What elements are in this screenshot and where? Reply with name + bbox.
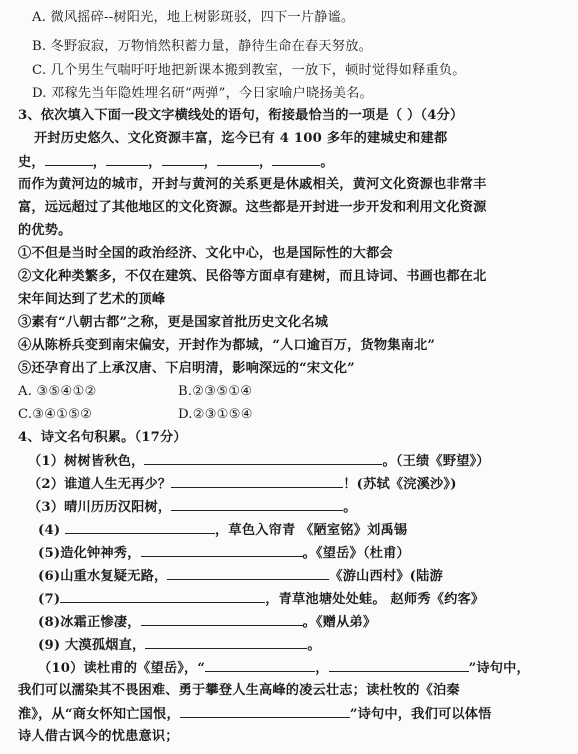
line-text: ！(苏轼《浣溪沙》) bbox=[343, 477, 457, 492]
q4-item-6 bbox=[38, 567, 443, 586]
q4-item-4 bbox=[38, 521, 407, 540]
q3-choice-a bbox=[18, 383, 97, 401]
line-text: 。 bbox=[343, 500, 357, 515]
line-text: （3）晴川历历汉阳树， bbox=[28, 500, 172, 515]
q2-option-b bbox=[32, 38, 372, 56]
q3-passage-4 bbox=[18, 199, 487, 217]
answer-blank[interactable] bbox=[65, 521, 215, 534]
line-text: B.②③⑤①④ bbox=[178, 384, 253, 399]
line-text: (8)冰霜正惨凄， bbox=[38, 615, 141, 630]
line-text: 。 bbox=[320, 155, 334, 170]
line-text: 诗人借古讽今的忧患意识； bbox=[18, 729, 179, 744]
q2-option-d bbox=[32, 85, 373, 103]
q3-passage-3 bbox=[18, 176, 487, 194]
line-text: ⑤还孕育出了上承汉唐、下启明清，影响深远的“宋文化” bbox=[18, 361, 355, 376]
answer-blank[interactable] bbox=[171, 498, 343, 511]
line-text: 史， bbox=[18, 155, 45, 170]
line-text: 我们可以濡染其不畏困难、勇于攀登人生高峰的凌云壮志；读杜牧的《泊秦 bbox=[18, 683, 460, 698]
q4-item-3 bbox=[28, 498, 357, 517]
line-text: ， bbox=[315, 661, 329, 676]
line-text: ①不但是当时全国的政治经济、文化中心，也是国际性的大都会 bbox=[18, 246, 393, 261]
line-text: ，草色入帘青 《陋室铭》刘禹锡 bbox=[215, 523, 408, 538]
q4-item-10b bbox=[18, 682, 460, 700]
line-text: 《游山西村》(陆游 bbox=[329, 569, 443, 584]
answer-blank[interactable] bbox=[205, 659, 315, 672]
line-text: （10）读杜甫的《望岳》，“ bbox=[38, 661, 206, 676]
line-text: ”诗句中， bbox=[468, 661, 530, 676]
line-text: （2）谁道人生无再少？ bbox=[28, 477, 172, 492]
line-text: (7) bbox=[38, 592, 61, 607]
q2-option-c bbox=[32, 62, 466, 80]
line-text: A. ③⑤④①② bbox=[18, 384, 97, 399]
q4-stem bbox=[18, 429, 187, 447]
line-text: (4) bbox=[38, 523, 66, 538]
answer-blank[interactable] bbox=[45, 153, 93, 166]
line-text: ③素有“八朝古都”之称，更是国家首批历史文化名城 bbox=[18, 315, 329, 330]
line-text: D.②③①⑤④ bbox=[178, 407, 253, 422]
q3-item-1 bbox=[18, 245, 393, 263]
q3-item-3 bbox=[18, 314, 328, 332]
line-text: ， bbox=[203, 155, 217, 170]
line-text: 淮》，从“商女怀知亡国恨， bbox=[18, 707, 180, 722]
line-text: (5)造化钟神秀， bbox=[38, 546, 141, 561]
answer-blank[interactable] bbox=[167, 567, 329, 580]
line-text: ， bbox=[258, 155, 273, 170]
q3-stem bbox=[18, 107, 463, 125]
q3-passage-5 bbox=[18, 222, 72, 240]
answer-blank[interactable] bbox=[144, 452, 382, 465]
answer-blank[interactable] bbox=[141, 613, 303, 626]
q3-item-5 bbox=[18, 360, 355, 378]
q3-item-2a bbox=[18, 268, 487, 286]
line-text: 开封历史悠久、文化资源丰富，迄今已有 4 100 多年的建城史和建都 bbox=[34, 131, 448, 146]
answer-blank[interactable] bbox=[180, 705, 350, 718]
q4-item-10a bbox=[38, 659, 530, 678]
line-text: ， bbox=[148, 155, 162, 170]
line-text: (9) 大漠孤烟直， bbox=[38, 638, 146, 653]
q4-item-5 bbox=[38, 544, 410, 563]
q4-item-9 bbox=[38, 636, 321, 655]
line-text: ②文化种类繁多，不仅在建筑、民俗等方面卓有建树，而且诗词、书画也都在北 bbox=[18, 269, 487, 284]
line-text: 富，远远超过了其他地区的文化资源。这些都是开封进一步开发和利用文化资源 bbox=[18, 200, 487, 215]
q3-passage-2 bbox=[18, 153, 334, 172]
line-text: 。（王绩《野望》） bbox=[382, 454, 490, 469]
q4-item-7 bbox=[38, 590, 484, 609]
line-text: 。 bbox=[307, 638, 321, 653]
q3-item-2b bbox=[18, 291, 165, 309]
line-text: A. 微风摇碎--树阳光，地上树影斑驳，四下一片静谧。 bbox=[32, 10, 355, 25]
q3-item-4 bbox=[18, 337, 435, 355]
q3-choice-b bbox=[178, 383, 252, 401]
answer-blank[interactable] bbox=[272, 153, 320, 166]
line-text: B. 冬野寂寂，万物悄然积蓄力量，静待生命在春天努放。 bbox=[32, 39, 372, 54]
line-text: （1）树树皆秋色， bbox=[28, 454, 145, 469]
line-text: 4、诗文名句积累。（17分） bbox=[18, 430, 187, 445]
answer-blank[interactable] bbox=[106, 153, 148, 166]
line-text: ④从陈桥兵变到南宋偏安，开封作为都城，“人口逾百万，货物集南北” bbox=[18, 338, 436, 353]
q3-passage-1 bbox=[34, 130, 447, 148]
q4-item-8 bbox=[38, 613, 376, 632]
q3-choice-c bbox=[18, 406, 92, 424]
line-text: C.③④①⑤② bbox=[18, 407, 93, 422]
q4-item-1 bbox=[28, 452, 490, 471]
line-text: 。《望岳》（杜甫） bbox=[302, 546, 410, 561]
line-text: (6)山重水复疑无路， bbox=[38, 569, 168, 584]
q4-item-10c bbox=[18, 705, 492, 724]
line-text: 而作为黄河边的城市，开封与黄河的关系更是休戚相关，黄河文化资源也非常丰 bbox=[18, 177, 487, 192]
line-text: 的优势。 bbox=[18, 223, 72, 238]
q3-choice-d bbox=[178, 406, 253, 424]
answer-blank[interactable] bbox=[217, 153, 259, 166]
line-text: 。《赠从弟》 bbox=[302, 615, 377, 630]
line-text: 宋年间达到了艺术的顶峰 bbox=[18, 292, 166, 307]
q4-item-10d bbox=[18, 728, 179, 746]
q4-item-2 bbox=[28, 475, 457, 494]
q2-option-a bbox=[32, 9, 354, 27]
answer-blank[interactable] bbox=[145, 636, 307, 649]
line-text: D. 邓稼先当年隐姓埋名研“两弹”，今日家喻户晓扬美名。 bbox=[32, 86, 373, 101]
line-text: ”诗句中，我们可以体悟 bbox=[349, 707, 492, 722]
answer-blank[interactable] bbox=[171, 475, 343, 488]
line-text: 3、依次填入下面一段文字横线处的语句，衔接最恰当的一项是（ ）（4分） bbox=[18, 108, 464, 123]
line-text: ， bbox=[92, 155, 107, 170]
answer-blank[interactable] bbox=[60, 590, 265, 603]
line-text: ，青草池塘处处蛙。 赵师秀《约客》 bbox=[265, 592, 485, 607]
answer-blank[interactable] bbox=[329, 659, 469, 672]
answer-blank[interactable] bbox=[162, 153, 204, 166]
line-text: C. 几个男生气喘吁吁地把新课本搬到教室，一放下，顿时觉得如释重负。 bbox=[32, 63, 466, 78]
answer-blank[interactable] bbox=[141, 544, 303, 557]
